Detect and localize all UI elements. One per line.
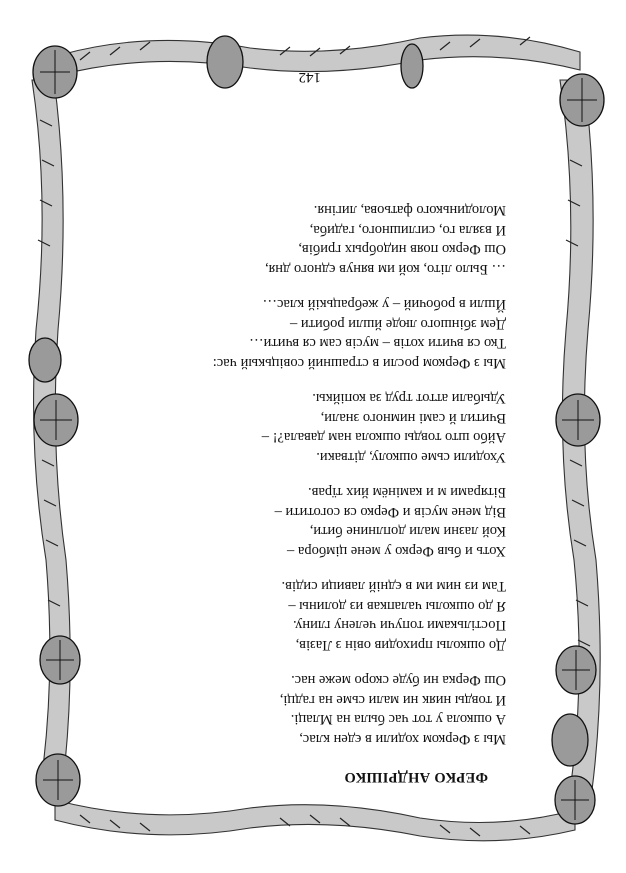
poem-line: Дем збіншого люде йшли робити – [290,316,506,332]
poem-line: И взяла го, сиглишного, гадиба, [309,222,506,238]
page-number: 142 [298,69,321,85]
stanza-6 [106,200,506,278]
stanza-5 [106,294,506,372]
poem-line: До ошколы приходив овін з Лазів, [295,637,506,653]
poem-line: Молодинького фатьова, лигіня. [313,202,506,219]
poem-line: Постільками топучи челену глину. [292,617,506,634]
poem-line: Від мене мусів и Ферко ся соготити – [274,504,506,520]
poem-line: Ош Ферка ни буде скоро меже нас. [291,672,506,689]
stanza-4 [106,388,506,466]
poem-line: А ошкола у тот час была на Млаці. [290,711,506,728]
poem-line: Ош Ферко появ нидобрых грибів, [298,241,506,258]
poem-line: Там из ним им в єдній лавици сидів. [281,578,506,595]
poem-line: Бітярами м и камінём йих тїрав. [308,484,506,501]
poem-line: Тко ся вчити хотів – мусів сам ся вчити… [249,335,506,352]
poem-line: И товды нияк ни мали сьме на гадці, [279,692,506,708]
poem-line: Я до ошколы чалапкав из долины – [288,598,506,614]
poem-line: Хоть и быв Ферко у мене цімбора – [287,543,506,559]
poem [106,184,506,785]
poem-line: Айбо што товды ошкола нам давала?! – [261,429,506,446]
stanza-3 [106,482,506,560]
poem-line: Мы з Ферком ходили в єден клас, [299,731,506,747]
poem-line: Йшли в робочий – у жебрацькій клас… [262,296,506,313]
poem-line: Кой лазни мали доплнине бити, [309,523,506,540]
poem-line: Уходили сьме ошколу, дітваки. [316,449,506,465]
stanza-1 [106,670,506,748]
poem-line: … Было літо, кой им вянув єдного дня, [264,261,506,277]
stanza-2 [106,576,506,654]
poem-line: Мы з Ферком росли в страшний совіцькый час: [212,355,506,371]
poem-line: Вчитил й самі нимного знали, [320,410,506,426]
poem-title: ФЕРКО АНДРІШКО [344,769,488,785]
poem-line: Удыбали аттот труд за копійкы. [312,390,506,407]
